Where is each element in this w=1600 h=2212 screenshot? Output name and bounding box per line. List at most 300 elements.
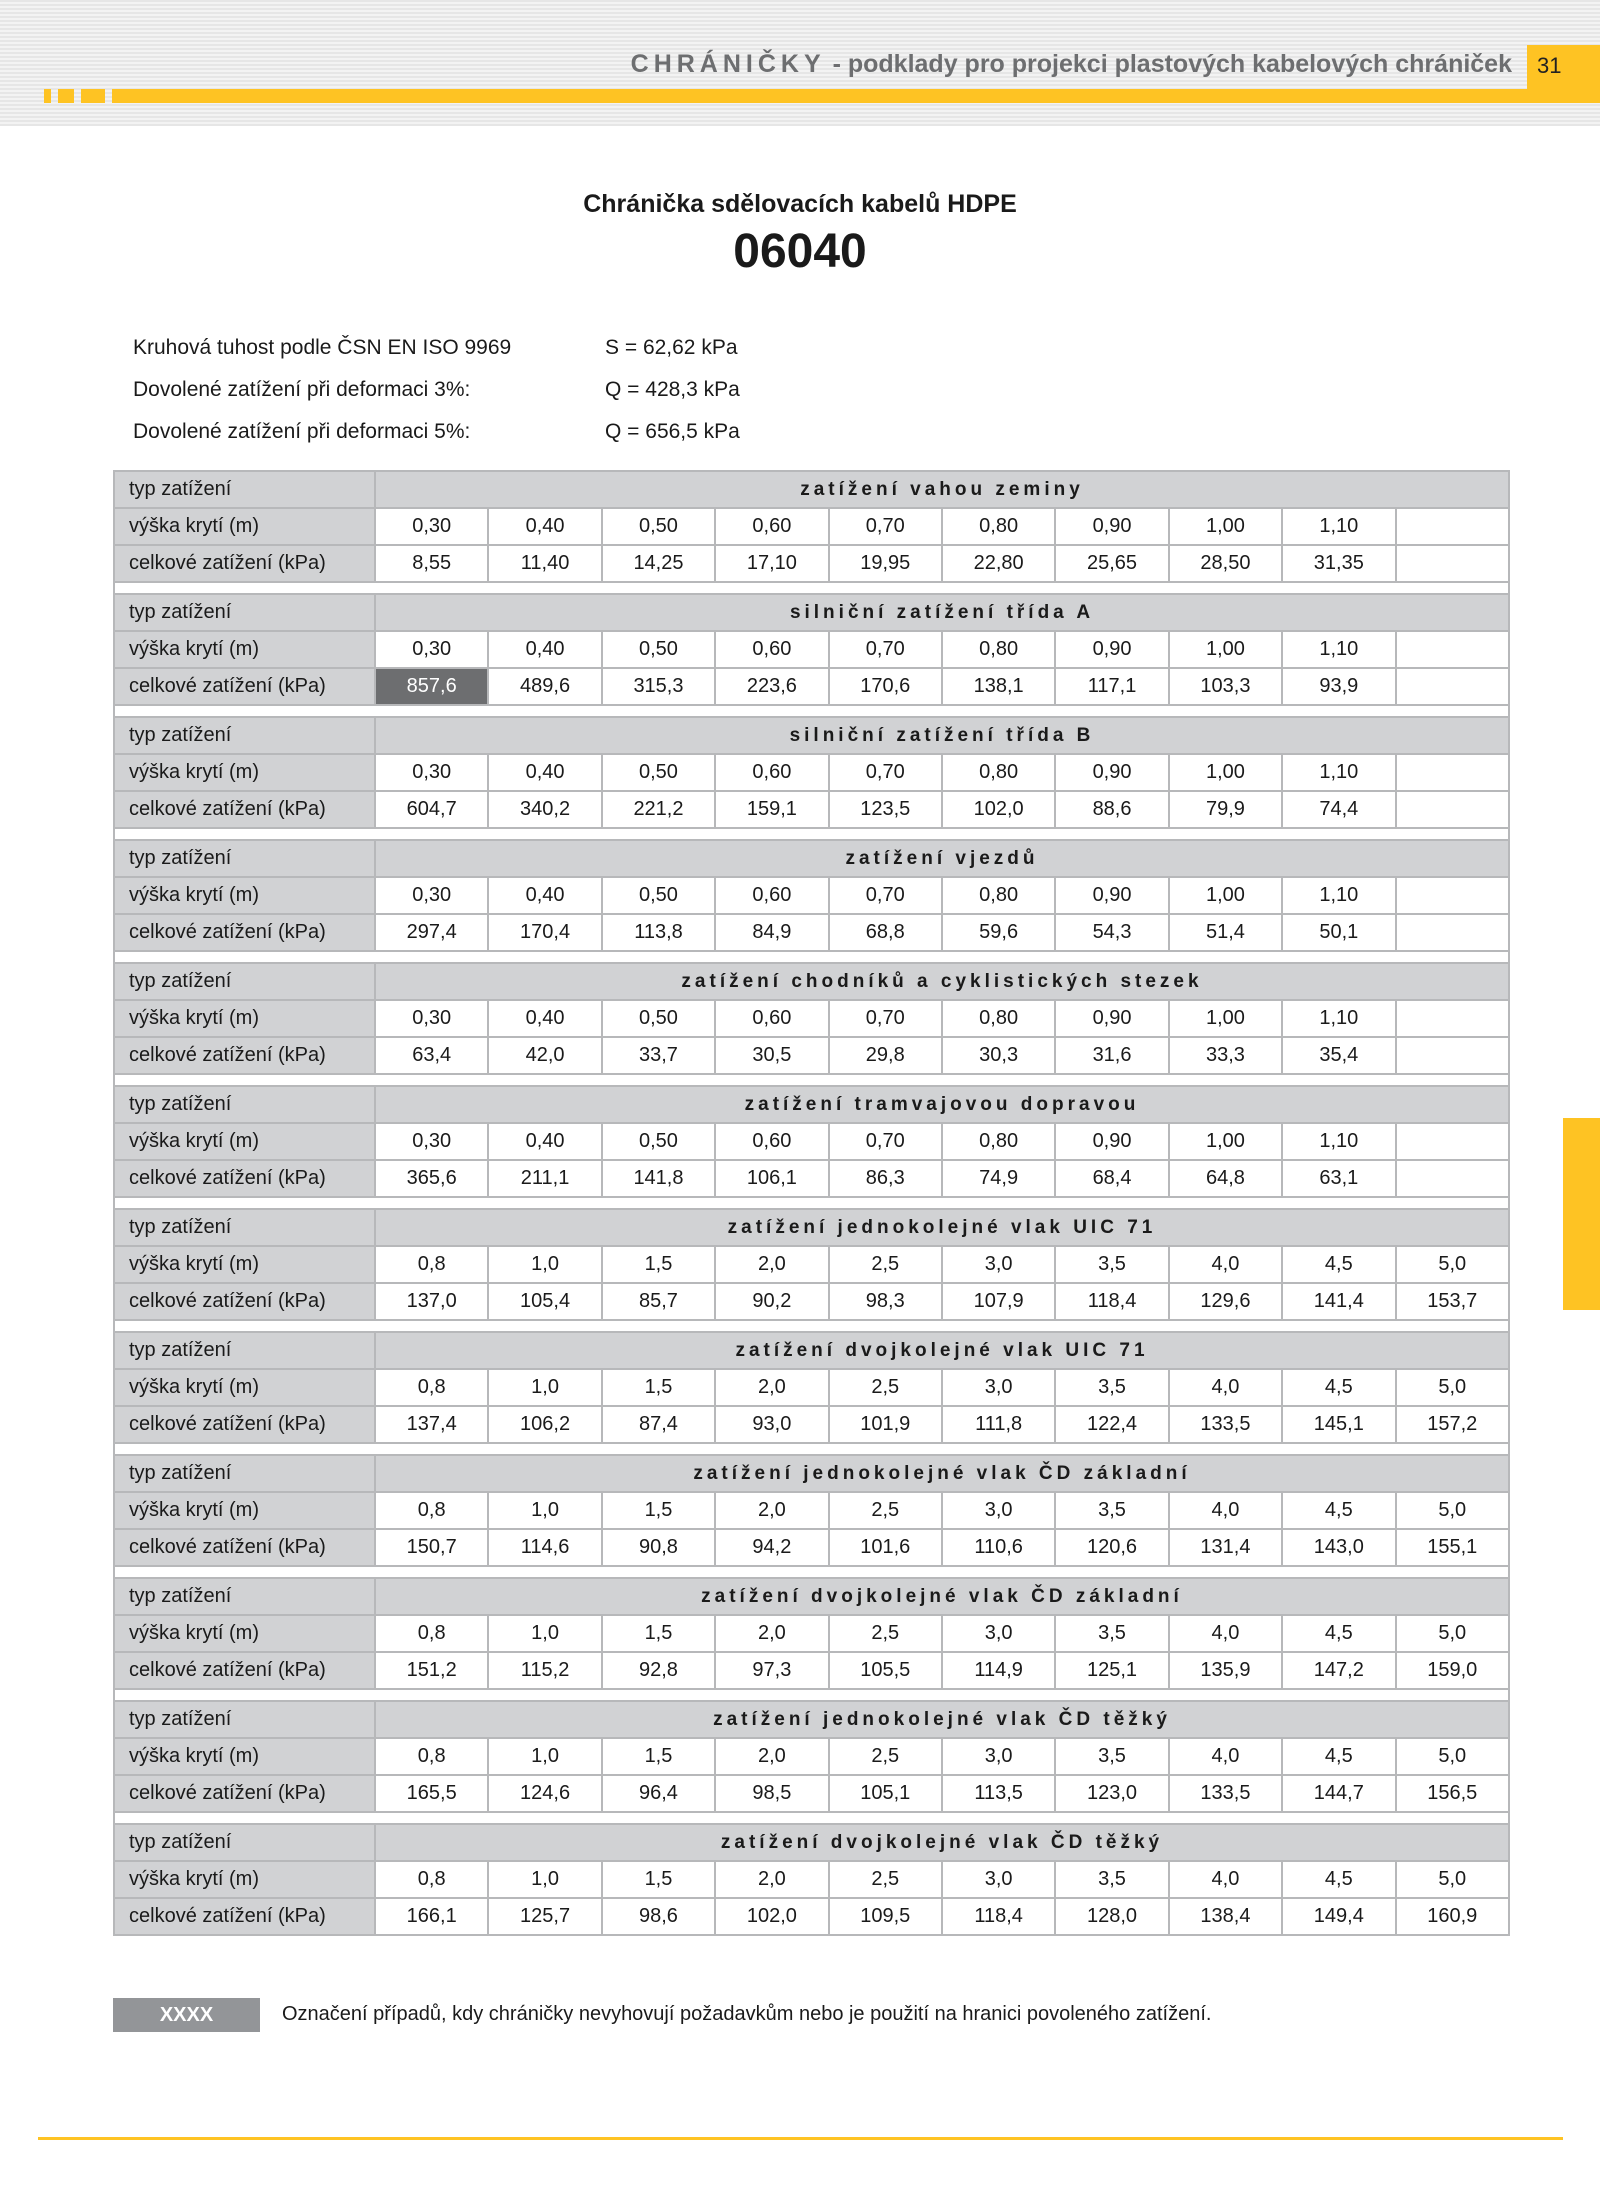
load-cell: 315,3 <box>602 668 715 705</box>
load-cell: 98,5 <box>715 1775 828 1812</box>
spacer-cell <box>114 1812 1509 1824</box>
height-cell: 0,30 <box>375 1000 488 1037</box>
height-cell: 5,0 <box>1396 1246 1509 1283</box>
height-cell: 0,8 <box>375 1369 488 1406</box>
load-cell: 33,7 <box>602 1037 715 1074</box>
load-row <box>114 1898 1509 1935</box>
load-cell: 138,4 <box>1169 1898 1282 1935</box>
height-cell: 0,70 <box>829 754 942 791</box>
height-cell: 0,80 <box>942 877 1055 914</box>
load-cell: 144,7 <box>1282 1775 1395 1812</box>
height-cell: 0,90 <box>1055 508 1168 545</box>
height-cell: 0,80 <box>942 508 1055 545</box>
side-tab <box>1563 1118 1600 1310</box>
load-cell: 137,4 <box>375 1406 488 1443</box>
height-cell: 0,90 <box>1055 1123 1168 1160</box>
height-cell: 2,5 <box>829 1861 942 1898</box>
load-cell: 137,0 <box>375 1283 488 1320</box>
load-cell: 90,2 <box>715 1283 828 1320</box>
row-label-height: výška krytí (m) <box>114 631 375 668</box>
legend-text: Označení případů, kdy chráničky nevyhovují požadavkům nebo je použití na hranici povoleného zatížení. <box>282 2003 1212 2025</box>
load-cell: 125,1 <box>1055 1652 1168 1689</box>
height-cell: 4,0 <box>1169 1738 1282 1775</box>
load-cell: 106,1 <box>715 1160 828 1197</box>
load-cell: 223,6 <box>715 668 828 705</box>
spacer-cell <box>114 582 1509 594</box>
load-cell: 107,9 <box>942 1283 1055 1320</box>
load-cell: 123,0 <box>1055 1775 1168 1812</box>
load-cell: 63,4 <box>375 1037 488 1074</box>
property-label: Kruhová tuhost podle ČSN EN ISO 9969 <box>133 336 512 359</box>
load-cell: 63,1 <box>1282 1160 1395 1197</box>
height-cell: 0,8 <box>375 1861 488 1898</box>
load-cell: 111,8 <box>942 1406 1055 1443</box>
height-cell: 0,8 <box>375 1738 488 1775</box>
load-cell: 151,2 <box>375 1652 488 1689</box>
row-label-height: výška krytí (m) <box>114 1123 375 1160</box>
height-cell: 0,8 <box>375 1615 488 1652</box>
height-cell: 0,30 <box>375 1123 488 1160</box>
height-cell: 2,0 <box>715 1738 828 1775</box>
height-cell: 1,5 <box>602 1861 715 1898</box>
height-cell: 1,5 <box>602 1615 715 1652</box>
load-cell: 93,9 <box>1282 668 1395 705</box>
height-cell: 0,40 <box>488 1000 601 1037</box>
load-cell: 51,4 <box>1169 914 1282 951</box>
load-cell: 42,0 <box>488 1037 601 1074</box>
height-cell: 5,0 <box>1396 1861 1509 1898</box>
load-cell: 365,6 <box>375 1160 488 1197</box>
load-cell: 159,0 <box>1396 1652 1509 1689</box>
group-header-row <box>114 1578 1509 1615</box>
load-cell: 54,3 <box>1055 914 1168 951</box>
load-type-title: zatížení dvojkolejné vlak UIC 71 <box>375 1332 1509 1369</box>
load-cell: 103,3 <box>1169 668 1282 705</box>
row-label-height: výška krytí (m) <box>114 1000 375 1037</box>
load-cell: 157,2 <box>1396 1406 1509 1443</box>
height-cell: 2,5 <box>829 1369 942 1406</box>
load-cell: 147,2 <box>1282 1652 1395 1689</box>
row-label-height: výška krytí (m) <box>114 877 375 914</box>
load-cell: 159,1 <box>715 791 828 828</box>
height-cell: 4,5 <box>1282 1861 1395 1898</box>
load-cell: 156,5 <box>1396 1775 1509 1812</box>
height-row <box>114 877 1509 914</box>
load-cell: 101,9 <box>829 1406 942 1443</box>
load-cell: 128,0 <box>1055 1898 1168 1935</box>
row-label-type: typ zatížení <box>114 1086 375 1123</box>
height-cell: 3,5 <box>1055 1861 1168 1898</box>
row-label-height: výška krytí (m) <box>114 1492 375 1529</box>
load-cell <box>1396 545 1509 582</box>
height-cell: 1,10 <box>1282 754 1395 791</box>
load-row <box>114 1037 1509 1074</box>
height-cell: 1,10 <box>1282 631 1395 668</box>
load-type-title: zatížení jednokolejné vlak ČD těžký <box>375 1701 1509 1738</box>
group-spacer <box>114 1812 1509 1824</box>
group-spacer <box>114 951 1509 963</box>
load-cell: 14,25 <box>602 545 715 582</box>
row-label-load: celkové zatížení (kPa) <box>114 914 375 951</box>
group-header-row <box>114 840 1509 877</box>
load-cell: 118,4 <box>1055 1283 1168 1320</box>
load-cell: 297,4 <box>375 914 488 951</box>
row-label-height: výška krytí (m) <box>114 1369 375 1406</box>
load-cell: 102,0 <box>715 1898 828 1935</box>
row-label-load: celkové zatížení (kPa) <box>114 1406 375 1443</box>
height-cell: 1,0 <box>488 1369 601 1406</box>
load-cell: 98,3 <box>829 1283 942 1320</box>
height-row <box>114 1123 1509 1160</box>
load-cell <box>1396 1160 1509 1197</box>
load-cell: 68,8 <box>829 914 942 951</box>
row-label-load: celkové zatížení (kPa) <box>114 1283 375 1320</box>
group-header-row <box>114 1455 1509 1492</box>
load-cell: 165,5 <box>375 1775 488 1812</box>
load-row <box>114 545 1509 582</box>
row-label-type: typ zatížení <box>114 1209 375 1246</box>
height-row <box>114 1492 1509 1529</box>
header-decor-square <box>81 89 105 103</box>
load-type-title: zatížení jednokolejné vlak ČD základní <box>375 1455 1509 1492</box>
height-cell: 0,70 <box>829 877 942 914</box>
group-header-row <box>114 1332 1509 1369</box>
height-cell: 1,0 <box>488 1246 601 1283</box>
load-cell: 145,1 <box>1282 1406 1395 1443</box>
height-cell: 2,0 <box>715 1615 828 1652</box>
load-cell: 114,6 <box>488 1529 601 1566</box>
header-subtitle: - podklady pro projekci plastových kabelových chrániček <box>825 50 1512 78</box>
load-type-title: zatížení dvojkolejné vlak ČD těžký <box>375 1824 1509 1861</box>
height-cell: 0,90 <box>1055 631 1168 668</box>
load-row <box>114 668 1509 705</box>
load-type-title: silniční zatížení třída B <box>375 717 1509 754</box>
spacer-cell <box>114 1074 1509 1086</box>
height-cell: 1,00 <box>1169 508 1282 545</box>
load-cell: 30,5 <box>715 1037 828 1074</box>
height-cell: 1,00 <box>1169 1000 1282 1037</box>
group-spacer <box>114 582 1509 594</box>
height-cell: 1,5 <box>602 1246 715 1283</box>
load-cell <box>1396 791 1509 828</box>
height-cell: 1,0 <box>488 1492 601 1529</box>
load-cell: 94,2 <box>715 1529 828 1566</box>
height-cell: 0,40 <box>488 508 601 545</box>
row-label-load: celkové zatížení (kPa) <box>114 1652 375 1689</box>
height-cell: 4,5 <box>1282 1369 1395 1406</box>
footer-line <box>38 2137 1563 2140</box>
height-cell: 0,40 <box>488 754 601 791</box>
height-cell: 4,0 <box>1169 1492 1282 1529</box>
row-label-load: celkové zatížení (kPa) <box>114 545 375 582</box>
height-cell: 1,10 <box>1282 877 1395 914</box>
load-cell: 129,6 <box>1169 1283 1282 1320</box>
group-spacer <box>114 705 1509 717</box>
height-cell: 0,30 <box>375 877 488 914</box>
spacer-cell <box>114 705 1509 717</box>
group-spacer <box>114 1074 1509 1086</box>
row-label-load: celkové zatížení (kPa) <box>114 668 375 705</box>
load-cell: 87,4 <box>602 1406 715 1443</box>
height-cell <box>1396 877 1509 914</box>
height-cell <box>1396 1123 1509 1160</box>
height-cell: 0,60 <box>715 877 828 914</box>
row-label-type: typ zatížení <box>114 471 375 508</box>
load-cell: 115,2 <box>488 1652 601 1689</box>
load-row <box>114 914 1509 951</box>
height-cell: 0,40 <box>488 877 601 914</box>
height-cell: 1,00 <box>1169 754 1282 791</box>
height-cell: 0,60 <box>715 631 828 668</box>
load-cell: 118,4 <box>942 1898 1055 1935</box>
load-cell: 135,9 <box>1169 1652 1282 1689</box>
load-cell: 105,4 <box>488 1283 601 1320</box>
load-cell: 86,3 <box>829 1160 942 1197</box>
spacer-cell <box>114 1197 1509 1209</box>
height-cell: 0,80 <box>942 1123 1055 1160</box>
spacer-cell <box>114 1689 1509 1701</box>
height-cell: 5,0 <box>1396 1369 1509 1406</box>
property-label: Dovolené zatížení při deformaci 3%: <box>133 378 471 401</box>
load-cell: 138,1 <box>942 668 1055 705</box>
row-label-type: typ zatížení <box>114 1578 375 1615</box>
height-row <box>114 1000 1509 1037</box>
height-cell: 0,8 <box>375 1492 488 1529</box>
load-cell: 149,4 <box>1282 1898 1395 1935</box>
row-label-type: typ zatížení <box>114 594 375 631</box>
group-spacer <box>114 1443 1509 1455</box>
load-cell: 98,6 <box>602 1898 715 1935</box>
height-row <box>114 1861 1509 1898</box>
row-label-height: výška krytí (m) <box>114 508 375 545</box>
load-cell: 68,4 <box>1055 1160 1168 1197</box>
height-cell: 0,70 <box>829 1123 942 1160</box>
height-cell: 0,30 <box>375 508 488 545</box>
height-cell: 0,90 <box>1055 1000 1168 1037</box>
height-cell: 0,30 <box>375 754 488 791</box>
load-cell: 64,8 <box>1169 1160 1282 1197</box>
load-row <box>114 1775 1509 1812</box>
height-cell: 4,0 <box>1169 1615 1282 1652</box>
load-row <box>114 1283 1509 1320</box>
height-cell: 3,0 <box>942 1738 1055 1775</box>
load-cell: 489,6 <box>488 668 601 705</box>
height-cell: 0,70 <box>829 631 942 668</box>
height-cell: 0,50 <box>602 508 715 545</box>
load-cell: 123,5 <box>829 791 942 828</box>
height-cell: 1,5 <box>602 1492 715 1529</box>
header-decor-square <box>58 89 74 103</box>
load-type-title: zatížení dvojkolejné vlak ČD základní <box>375 1578 1509 1615</box>
row-label-load: celkové zatížení (kPa) <box>114 1529 375 1566</box>
header-decor-square <box>44 89 51 103</box>
load-cell: 59,6 <box>942 914 1055 951</box>
height-cell: 5,0 <box>1396 1615 1509 1652</box>
load-type-title: zatížení chodníků a cyklistických stezek <box>375 963 1509 1000</box>
load-cell: 97,3 <box>715 1652 828 1689</box>
height-cell: 4,5 <box>1282 1492 1395 1529</box>
height-row <box>114 631 1509 668</box>
load-row <box>114 791 1509 828</box>
height-cell: 0,60 <box>715 1000 828 1037</box>
height-cell: 3,0 <box>942 1492 1055 1529</box>
row-label-height: výška krytí (m) <box>114 754 375 791</box>
load-cell: 31,6 <box>1055 1037 1168 1074</box>
load-row <box>114 1652 1509 1689</box>
row-label-type: typ zatížení <box>114 1824 375 1861</box>
height-cell: 3,0 <box>942 1246 1055 1283</box>
header-accent-bar <box>112 89 1528 103</box>
legend-marker: XXXX <box>113 1998 260 2032</box>
load-cell: 33,3 <box>1169 1037 1282 1074</box>
group-spacer <box>114 1689 1509 1701</box>
height-cell: 0,70 <box>829 508 942 545</box>
load-cell: 124,6 <box>488 1775 601 1812</box>
group-header-row <box>114 1086 1509 1123</box>
load-cell: 170,6 <box>829 668 942 705</box>
height-row <box>114 754 1509 791</box>
load-cell-highlighted: 857,6 <box>375 668 488 705</box>
height-cell: 0,50 <box>602 1000 715 1037</box>
load-cell: 29,8 <box>829 1037 942 1074</box>
height-cell: 0,60 <box>715 754 828 791</box>
height-cell: 4,0 <box>1169 1369 1282 1406</box>
height-cell: 1,5 <box>602 1738 715 1775</box>
load-table <box>113 470 1510 1936</box>
row-label-type: typ zatížení <box>114 1701 375 1738</box>
height-cell: 1,0 <box>488 1615 601 1652</box>
load-cell <box>1396 1037 1509 1074</box>
group-header-row <box>114 1701 1509 1738</box>
height-cell: 1,10 <box>1282 1000 1395 1037</box>
height-row <box>114 1615 1509 1652</box>
load-row <box>114 1406 1509 1443</box>
load-cell: 96,4 <box>602 1775 715 1812</box>
load-cell: 90,8 <box>602 1529 715 1566</box>
load-cell: 117,1 <box>1055 668 1168 705</box>
height-cell: 1,00 <box>1169 1123 1282 1160</box>
group-header-row <box>114 717 1509 754</box>
group-header-row <box>114 1824 1509 1861</box>
load-cell: 133,5 <box>1169 1406 1282 1443</box>
height-cell: 2,5 <box>829 1738 942 1775</box>
load-type-title: zatížení vahou zeminy <box>375 471 1509 508</box>
row-label-type: typ zatížení <box>114 1455 375 1492</box>
row-label-height: výška krytí (m) <box>114 1615 375 1652</box>
height-cell: 0,80 <box>942 754 1055 791</box>
height-cell: 4,0 <box>1169 1861 1282 1898</box>
load-cell: 105,5 <box>829 1652 942 1689</box>
row-label-load: celkové zatížení (kPa) <box>114 1160 375 1197</box>
height-cell: 0,50 <box>602 631 715 668</box>
height-cell <box>1396 508 1509 545</box>
height-cell: 1,0 <box>488 1738 601 1775</box>
load-cell: 110,6 <box>942 1529 1055 1566</box>
height-cell: 0,30 <box>375 631 488 668</box>
row-label-load: celkové zatížení (kPa) <box>114 791 375 828</box>
load-cell: 166,1 <box>375 1898 488 1935</box>
load-cell: 120,6 <box>1055 1529 1168 1566</box>
row-label-height: výška krytí (m) <box>114 1246 375 1283</box>
height-cell: 2,0 <box>715 1369 828 1406</box>
height-row <box>114 508 1509 545</box>
property-value: Q = 656,5 kPa <box>605 420 740 443</box>
load-cell: 105,1 <box>829 1775 942 1812</box>
spacer-cell <box>114 828 1509 840</box>
load-cell: 150,7 <box>375 1529 488 1566</box>
property-label: Dovolené zatížení při deformaci 5%: <box>133 420 471 443</box>
group-spacer <box>114 1320 1509 1332</box>
load-cell: 160,9 <box>1396 1898 1509 1935</box>
load-cell: 85,7 <box>602 1283 715 1320</box>
load-cell: 141,4 <box>1282 1283 1395 1320</box>
load-cell: 113,8 <box>602 914 715 951</box>
height-cell: 3,5 <box>1055 1369 1168 1406</box>
height-cell: 2,5 <box>829 1246 942 1283</box>
document-code: 06040 <box>733 225 867 278</box>
load-cell: 79,9 <box>1169 791 1282 828</box>
load-cell: 30,3 <box>942 1037 1055 1074</box>
load-cell: 106,2 <box>488 1406 601 1443</box>
row-label-type: typ zatížení <box>114 1332 375 1369</box>
load-cell: 50,1 <box>1282 914 1395 951</box>
height-cell <box>1396 631 1509 668</box>
load-cell: 19,95 <box>829 545 942 582</box>
height-cell: 2,0 <box>715 1246 828 1283</box>
load-cell: 74,9 <box>942 1160 1055 1197</box>
height-row <box>114 1738 1509 1775</box>
load-type-title: silniční zatížení třída A <box>375 594 1509 631</box>
load-cell <box>1396 668 1509 705</box>
spacer-cell <box>114 1320 1509 1332</box>
height-cell: 0,50 <box>602 877 715 914</box>
load-cell: 109,5 <box>829 1898 942 1935</box>
load-cell: 133,5 <box>1169 1775 1282 1812</box>
group-spacer <box>114 1566 1509 1578</box>
height-cell: 2,5 <box>829 1492 942 1529</box>
height-cell: 2,0 <box>715 1492 828 1529</box>
height-cell: 3,0 <box>942 1861 1055 1898</box>
property-value: Q = 428,3 kPa <box>605 378 740 401</box>
height-cell: 0,8 <box>375 1246 488 1283</box>
load-cell: 114,9 <box>942 1652 1055 1689</box>
load-cell: 88,6 <box>1055 791 1168 828</box>
load-cell: 84,9 <box>715 914 828 951</box>
property-value: S = 62,62 kPa <box>605 336 738 359</box>
height-cell: 0,90 <box>1055 877 1168 914</box>
load-cell: 604,7 <box>375 791 488 828</box>
load-cell: 17,10 <box>715 545 828 582</box>
height-cell: 0,70 <box>829 1000 942 1037</box>
load-cell: 221,2 <box>602 791 715 828</box>
height-cell: 0,60 <box>715 1123 828 1160</box>
load-cell: 35,4 <box>1282 1037 1395 1074</box>
height-cell: 1,0 <box>488 1861 601 1898</box>
group-spacer <box>114 1197 1509 1209</box>
load-cell: 143,0 <box>1282 1529 1395 1566</box>
load-cell: 93,0 <box>715 1406 828 1443</box>
load-row <box>114 1529 1509 1566</box>
load-cell <box>1396 914 1509 951</box>
document-title: Chránička sdělovacích kabelů HDPE <box>583 190 1017 218</box>
load-cell: 170,4 <box>488 914 601 951</box>
height-cell: 4,0 <box>1169 1246 1282 1283</box>
spacer-cell <box>114 1443 1509 1455</box>
load-cell: 31,35 <box>1282 545 1395 582</box>
load-cell: 211,1 <box>488 1160 601 1197</box>
height-row <box>114 1246 1509 1283</box>
load-cell: 74,4 <box>1282 791 1395 828</box>
